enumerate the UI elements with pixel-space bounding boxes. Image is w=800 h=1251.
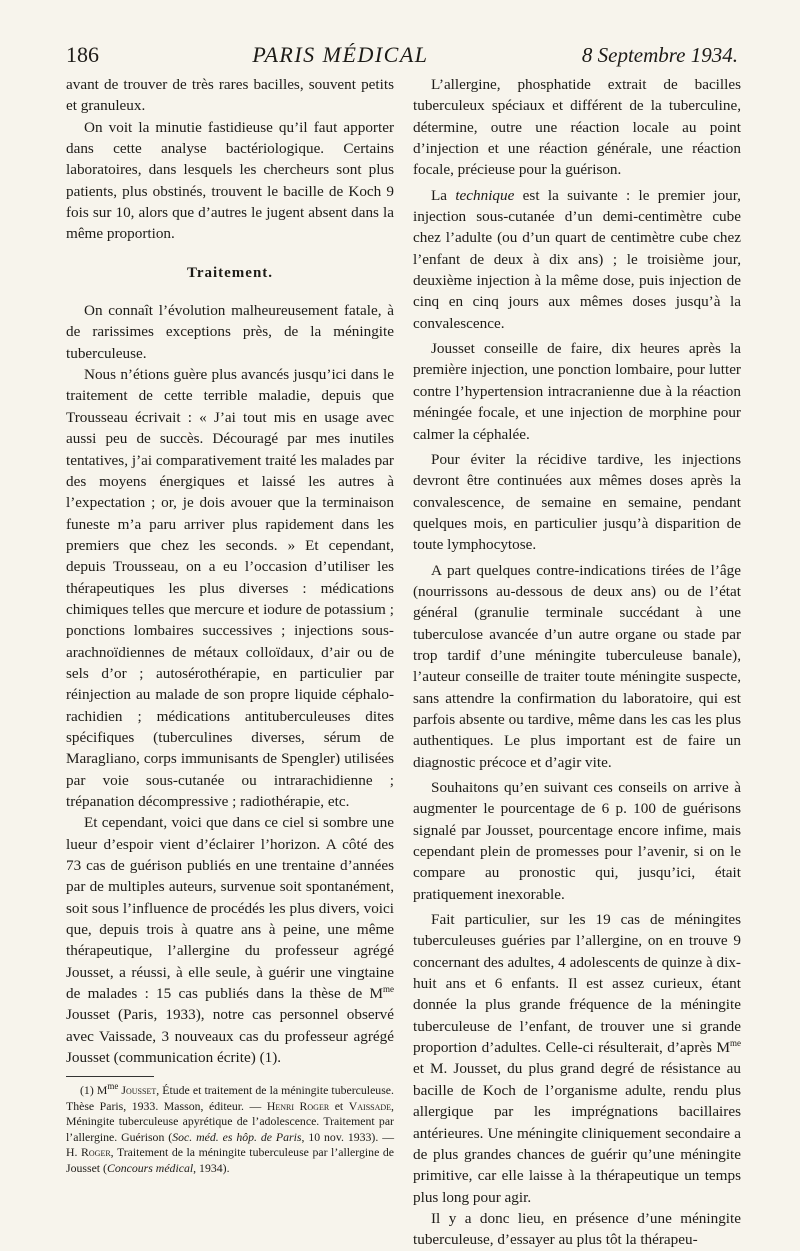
paragraph: On connaît l’évolution malheureusement fatale, à de rarissimes exceptions près, de la méningite tuberculeuse.	[66, 302, 394, 362]
footnote-text: (1) M	[80, 1083, 108, 1098]
superscript: me	[107, 1081, 119, 1092]
superscript: me	[730, 1038, 741, 1049]
footnote-text: , Étude et traitement de la méningite tuberculeuse. Thèse Paris, 1933. Masson, éditeur. —	[66, 1083, 394, 1113]
paragraph: A part quelques contre-indications tirées de l’âge (nourrissons au-dessous de deux ans) ou de l’état général (granulie terminale succédant à une tuberculose avancée d’un autre organe ou stade par trop tardif d’une méningite tuberculeuse banale), l’auteur conseille de traiter toute méningite suspecte, sans attendre la confirmation du laboratoire, qui est parfois absente ou tardive, même dans les cas les plus authentiques. Le plus important est de faire un diagnostic précoce et d’agir vite.	[413, 561, 741, 771]
footnote-text: , 10 nov. 1933). — H.	[66, 1129, 394, 1160]
superscript: me	[383, 984, 394, 995]
text-run: et M. Jousset, du plus grand degré de résistance au bacille de Koch de l’organisme adulte, rendu plus allergique par les imprégnations bacillaires antérieures. Une méningite cliniquement secondaire a de plus grandes chances de guérir qu’une méningite primitive, car elle laisse à la thérapeutique un temps plus long pour agir.	[413, 1060, 741, 1206]
right-column	[413, 74, 741, 1251]
author-name: Roger	[81, 1145, 111, 1160]
footnote-text: , Méningite tuberculeuse apyrétique de l’adolescence. Traitement par l’allergine. Guérison (	[66, 1098, 394, 1144]
paragraph: Jousset conseille de faire, dix heures après la première injection, une ponction lombaire, pour lutter contre l’hypertension intracranienne due à la réaction méningée focale, et une injection de morphine pour calmer la céphalée.	[413, 340, 741, 443]
footnote	[66, 1083, 394, 1176]
author-name: Jousset	[118, 1083, 157, 1098]
paragraph: On voit la minutie fastidieuse qu’il faut apporter dans cette analyse bactériologique. Certains laboratoires, dans lesquels les chercheurs sont plus patients, plus obstinés, trouvent le bacille de Koch 9 fois sur 10, alors que d’autres le jugent absent dans la même proportion.	[66, 118, 394, 243]
emphasis: technique	[455, 186, 515, 204]
footnote-text: et	[329, 1098, 349, 1113]
issue-date: 8 Septembre 1934.	[581, 43, 738, 67]
paragraph: L’allergine, phosphatide extrait de bacilles tuberculeux spéciaux et différent de la tuberculine, détermine, outre une réaction locale au point d’injection et une réaction générale, une réaction focale, précieuse pour la guérison.	[413, 76, 741, 179]
paragraph: avant de trouver de très rares bacilles, souvent petits et granuleux.	[66, 76, 394, 115]
author-name: Henri Roger	[266, 1098, 330, 1113]
paragraph: Souhaitons qu’en suivant ces conseils on arrive à augmenter le pourcentage de 6 p. 100 de guérisons signalé par Jousset, pourcentage encore infime, mais cependant plein de promesses pour l’avenir, si on le compare au pronostic qui, jusqu’ici, était pratiquement inexorable.	[413, 779, 741, 903]
paragraph	[413, 185, 741, 334]
text-run: est la suivante : le premier jour, injection sous-cutanée d’un demi-centimètre cube chez l’adulte (ou d’un quart de centimètre cube chez l’enfant de deux à dix ans) ; le troisième jour, deuxième injection à la même dose, puis injection de cinq en cinq jours aux mêmes doses jusqu’à la convalescence.	[413, 186, 741, 332]
paragraph	[413, 909, 741, 1208]
running-header	[66, 42, 738, 70]
footnote-rule	[66, 1076, 154, 1077]
text-run: Et cependant, voici que dans ce ciel si sombre une lueur d’espoir vient d’éclairer l’horizon. A côté des 73 cas de guérison publiés en une trentaine d’années par de multiples auteurs, survenue soit spontanément, soit sous l’influence de procédés les plus divers, voici que, depuis trois à quatre ans à peine, une même thérapeutique, l’allergine du professeur agrégé Jousset, a réussi, à elle seule, à guérir une vingtaine de malades : 15 cas publiés dans la thèse de M	[66, 814, 394, 1003]
journal-title: PARIS MÉDICAL	[252, 42, 429, 67]
paragraph: Pour éviter la récidive tardive, les injections devront être continuées aux mêmes doses après la convalescence, de semaine en semaine, pendant quelques mois, en particulier jusqu’à disparition de toute lymphocytose.	[413, 450, 741, 554]
footnote-text: , Traitement de la méningite tuberculeuse par l’allergine de Jousset (	[66, 1145, 394, 1175]
text-run: La	[431, 186, 456, 204]
page-number: 186	[66, 42, 99, 67]
footnote-text: , 1934).	[193, 1160, 230, 1175]
journal-reference: Concours médical	[106, 1160, 194, 1175]
paragraph	[66, 812, 394, 1068]
text-run: Jousset (Paris, 1933), notre cas personnel observé avec Vaissade, 3 nouveaux cas du professeur agrégé Jousset (communication écrite) (1).	[66, 1006, 394, 1067]
left-column	[66, 74, 394, 1176]
text-run: Fait particulier, sur les 19 cas de méningites tuberculeuses guéries par l’allergine, on en trouve 9 concernant des adultes, 4 adolescents de quinze à dix-huit ans et 6 enfants. Il est assez curieux, étant donnée la plus grande fréquence de la méningite tuberculeuse de l’enfant, de trouver une si grande proportion d’adultes. Celle-ci résulterait, d’après M	[413, 911, 741, 1057]
paragraph: Nous n’étions guère plus avancés jusqu’ici dans le traitement de cette terrible maladie, depuis que Trousseau écrivait : « J’ai tout mis en usage avec aussi peu de succès. Découragé par mes inutiles tentatives, j’ai comparativement traité les malades par des moyens énergiques et laissé les autres à l’expectation ; or, je dois avouer que la terminaison funeste m’a paru arriver plus rapidement dans les premiers que chez les seconds. » Et cependant, depuis Trousseau, on a eu l’occasion d’utiliser les thérapeutiques les plus diverses : médications chimiques telles que mercure et iodure de potassium ; ponctions lombaires successives ; injections sous-arachnoïdiennes de métaux colloïdaux, d’air ou de sels d’or ; autosérothérapie, en particulier par réinjection au malade de son propre liquide céphalo-rachidien ; médications antituberculeuses dites spécifiques (tuberculines diverses, sérum de Maragliano, corps immunisants de Spengler) utilisées par voie sous-cutanée ou intrarachidienne ; trépanation décompressive ; radiothérapie, etc.	[66, 366, 394, 810]
author-name: Vaissade	[348, 1098, 392, 1113]
journal-reference: Soc. méd. es hôp. de Paris	[172, 1129, 302, 1144]
paragraph: Il y a donc lieu, en présence d’une méningite tuberculeuse, d’essayer au plus tôt la thérapeu-	[413, 1209, 741, 1249]
section-heading: Traitement.	[186, 264, 274, 281]
